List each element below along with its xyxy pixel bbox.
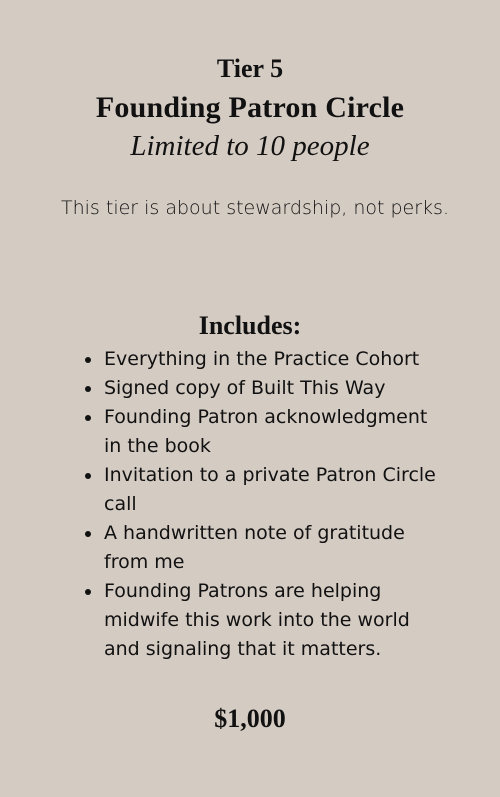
benefit-item: Signed copy of Built This Way: [78, 374, 438, 403]
benefits-list: [78, 345, 438, 664]
includes-heading: Includes:: [198, 311, 302, 340]
benefit-item: Founding Patron acknowledgment in the book: [78, 403, 438, 461]
tier-price: $1,000: [214, 704, 286, 733]
tier-limit-note: Limited to 10 people: [130, 130, 370, 162]
tier-tagline: This tier is about stewardship, not perks.: [61, 197, 449, 219]
tier-title: Founding Patron Circle: [95, 91, 405, 124]
benefit-item: Everything in the Practice Cohort: [78, 345, 438, 374]
benefit-item: A handwritten note of gratitude from me: [78, 519, 438, 577]
tier-label: Tier 5: [216, 54, 284, 83]
benefit-item: Founding Patrons are helping midwife this work into the world and signaling that it matters.: [78, 577, 438, 664]
benefit-item: Invitation to a private Patron Circle call: [78, 461, 438, 519]
